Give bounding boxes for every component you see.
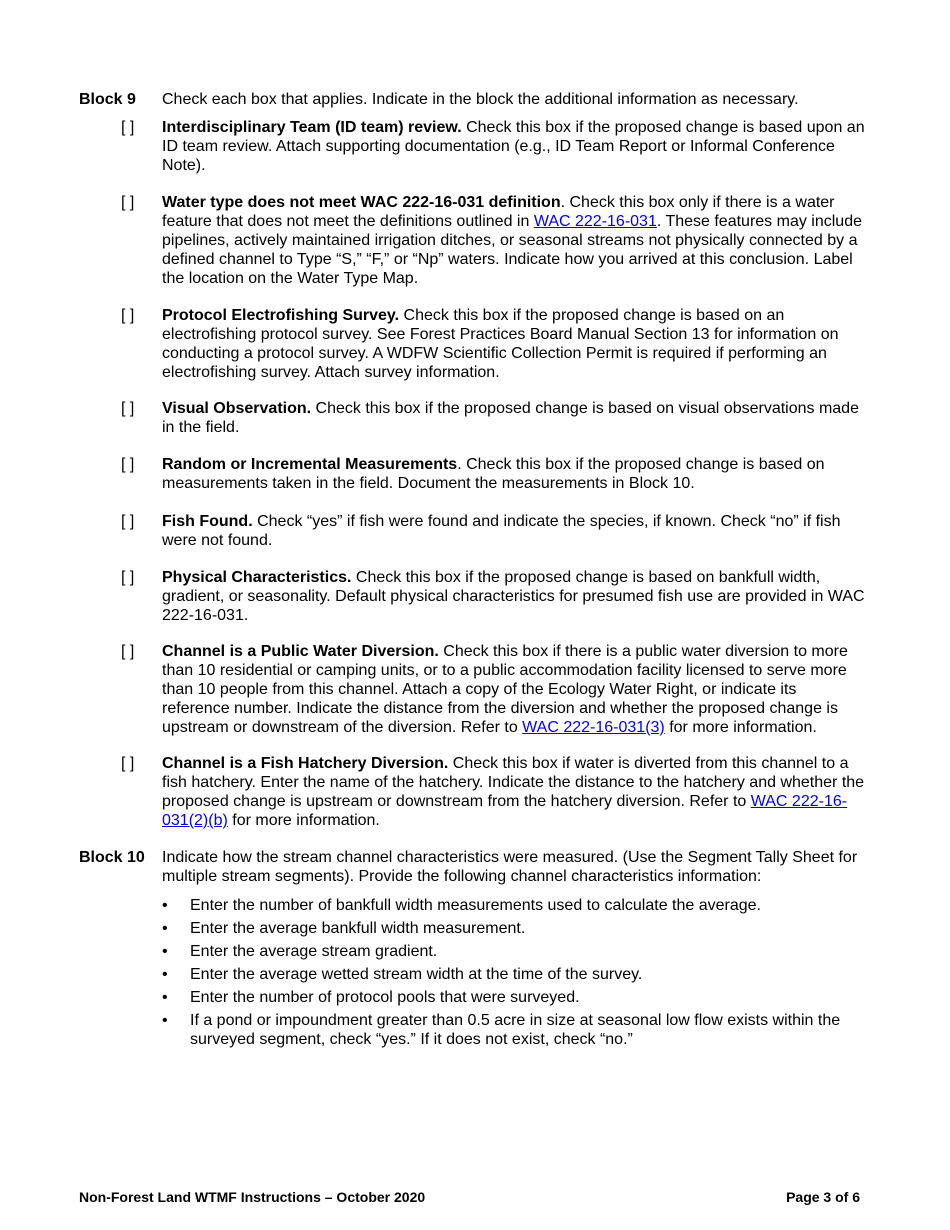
item-text: . Check this box if the proposed change is based on measurements taken in the field. Document the measurements in Block 10. bbox=[162, 456, 825, 492]
block-10-label: Block 10 bbox=[79, 849, 145, 866]
list-item bbox=[162, 896, 862, 915]
item-title: Protocol Electrofishing Survey. bbox=[162, 307, 400, 324]
item-text: Check this box if there is a public water diversion to more than 10 residential or camping units, or to a public accommodation facility licensed to serve more than 10 people from this channel. Attach a copy of the Ecology Water Right, or indicate its reference number. Indicate the distance from the diversion and whether the proposed change is upstream or downstream of the diversion. Refer to bbox=[162, 643, 848, 736]
checkbox-public-diversion[interactable]: [ ] bbox=[121, 643, 135, 660]
list-item-text: Enter the number of bankfull width measurements used to calculate the average. bbox=[190, 897, 761, 914]
item-title: Channel is a Fish Hatchery Diversion. bbox=[162, 755, 449, 772]
checkbox-electrofishing[interactable]: [ ] bbox=[121, 307, 135, 324]
bullet-icon: • bbox=[162, 920, 168, 937]
item-title: Interdisciplinary Team (ID team) review. bbox=[162, 119, 462, 136]
checkbox-physical[interactable]: [ ] bbox=[121, 569, 135, 586]
item-electrofishing bbox=[162, 306, 867, 382]
item-title: Channel is a Public Water Diversion. bbox=[162, 643, 439, 660]
bullet-icon: • bbox=[162, 966, 168, 983]
checkbox-fish-found[interactable]: [ ] bbox=[121, 513, 135, 530]
list-item-text: Enter the average bankfull width measurement. bbox=[190, 920, 526, 937]
item-text: for more information. bbox=[664, 719, 817, 736]
item-physical bbox=[162, 568, 867, 625]
checkbox-measurements[interactable]: [ ] bbox=[121, 456, 135, 473]
footer-title: Non-Forest Land WTMF Instructions – October 2020 bbox=[79, 1189, 426, 1205]
bullet-icon: • bbox=[162, 943, 168, 960]
bullet-list bbox=[162, 896, 862, 1053]
checkbox-water-type[interactable]: [ ] bbox=[121, 194, 135, 211]
checkbox-hatchery[interactable]: [ ] bbox=[121, 755, 135, 772]
block-9-label: Block 9 bbox=[79, 91, 136, 108]
wac-link[interactable]: WAC 222-16-031(3) bbox=[522, 719, 665, 736]
item-text: Check this box if water is diverted from this channel to a fish hatchery. Enter the name of the hatchery. Indicate the distance to the hatchery and whether the proposed change is upstream or downstream from the hatchery diversion. Refer to bbox=[162, 755, 865, 810]
list-item-text: Enter the average wetted stream width at the time of the survey. bbox=[190, 966, 643, 983]
list-item bbox=[162, 965, 862, 984]
item-text: for more information. bbox=[227, 812, 380, 829]
wac-link[interactable]: WAC 222-16-031 bbox=[533, 213, 657, 230]
checkbox-visual-observation[interactable]: [ ] bbox=[121, 400, 135, 417]
list-item bbox=[162, 919, 862, 938]
item-measurements bbox=[162, 455, 867, 493]
item-title: Water type does not meet WAC 222-16-031 definition bbox=[162, 194, 561, 211]
checkbox-id-team[interactable]: [ ] bbox=[121, 119, 135, 136]
item-title: Visual Observation. bbox=[162, 400, 312, 417]
item-visual-observation bbox=[162, 399, 867, 437]
list-item-text: Enter the average stream gradient. bbox=[190, 943, 438, 960]
list-item bbox=[162, 942, 862, 961]
item-title: Fish Found. bbox=[162, 513, 253, 530]
block-10-intro: Indicate how the stream channel characteristics were measured. (Use the Segment Tally Sheet for multiple stream segments). Provide the following channel characteristics information: bbox=[162, 849, 858, 885]
item-public-diversion bbox=[162, 642, 867, 737]
item-text: Check this box if the proposed change is based on visual observations made in the field. bbox=[162, 400, 859, 436]
item-water-type bbox=[162, 193, 867, 288]
list-item-text: Enter the number of protocol pools that were surveyed. bbox=[190, 989, 580, 1006]
list-item bbox=[162, 988, 862, 1007]
item-text: Check “yes” if fish were found and indicate the species, if known. Check “no” if fish were not found. bbox=[162, 513, 841, 549]
bullet-icon: • bbox=[162, 897, 168, 914]
page-number: Page 3 of 6 bbox=[786, 1189, 860, 1205]
item-title: Physical Characteristics. bbox=[162, 569, 352, 586]
item-text: . These features may include pipelines, actively maintained irrigation ditches, or seasonal streams not physically connected by a defined channel to Type “S,” “F,” or “Np” waters. Indicate how you arrived at this conclusion. Label the location on the Water Type Map. bbox=[162, 213, 862, 287]
item-hatchery bbox=[162, 754, 867, 830]
block-9-intro: Check each box that applies. Indicate in the block the additional information as necessary. bbox=[162, 91, 799, 108]
list-item bbox=[162, 1011, 862, 1049]
item-text: Check this box if the proposed change is based on bankfull width, gradient, or seasonality. Default physical characteristics for presumed fish use are provided in WAC 222-16-031. bbox=[162, 569, 865, 624]
item-id-team bbox=[162, 118, 867, 175]
item-text: Check this box if the proposed change is based upon an ID team review. Attach supporting documentation (e.g., ID Team Report or Informal Conference Note). bbox=[162, 119, 865, 174]
item-title: Random or Incremental Measurements bbox=[162, 456, 458, 473]
bullet-icon: • bbox=[162, 1012, 168, 1029]
item-fish-found bbox=[162, 512, 867, 550]
item-text: Check this box if the proposed change is based on an electrofishing protocol survey. See Forest Practices Board Manual Section 13 for information on conducting a protocol survey. A WDFW Scientific Collection Permit is required if performing an electrofishing survey. Attach survey information. bbox=[162, 307, 839, 381]
list-item-text: If a pond or impoundment greater than 0.5 acre in size at seasonal low flow exists within the surveyed segment, check “yes.” If it does not exist, check “no.” bbox=[190, 1012, 841, 1048]
item-text: . Check this box only if there is a water feature that does not meet the definitions outlined in bbox=[162, 194, 835, 230]
bullet-icon: • bbox=[162, 989, 168, 1006]
wac-link[interactable]: WAC 222-16-031(2)(b) bbox=[162, 793, 848, 829]
